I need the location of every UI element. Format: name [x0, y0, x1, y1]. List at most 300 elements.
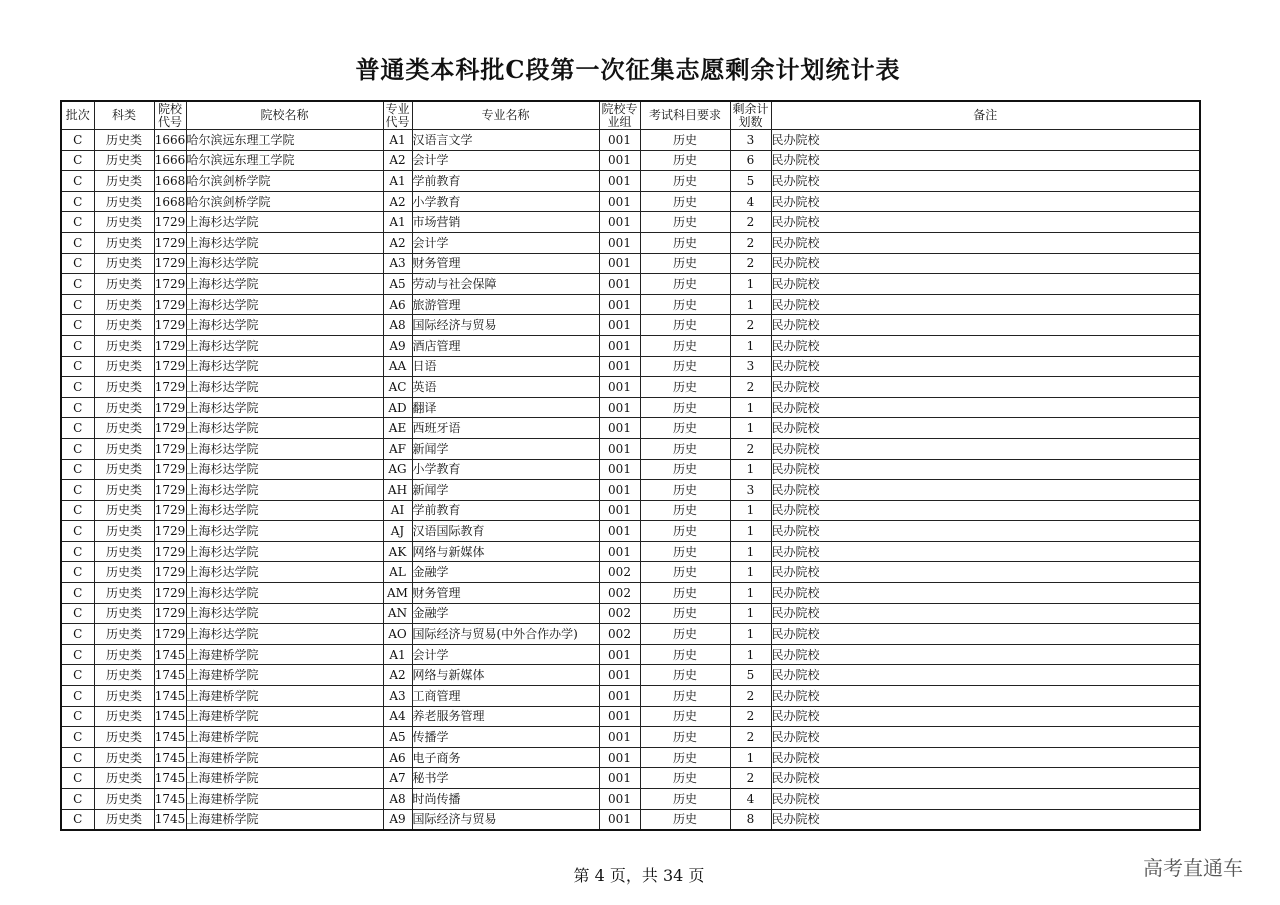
cell-school-code: 1729 [154, 541, 186, 562]
cell-remaining-plan: 1 [730, 747, 771, 768]
cell-subject-requirement: 历史 [640, 315, 730, 336]
cell-major-name: 养老服务管理 [412, 706, 599, 727]
cell-subject-requirement: 历史 [640, 130, 730, 151]
table-row [61, 809, 1200, 830]
cell-major-group: 001 [599, 397, 640, 418]
table-row [61, 150, 1200, 171]
cell-school-name: 上海杉达学院 [186, 438, 383, 459]
cell-school-code: 1745 [154, 809, 186, 830]
cell-major-name: 传播学 [412, 727, 599, 748]
table-row [61, 480, 1200, 501]
cell-remarks: 民办院校 [771, 315, 1200, 336]
cell-subject-requirement: 历史 [640, 232, 730, 253]
cell-school-code: 1729 [154, 480, 186, 501]
cell-category: 历史类 [94, 315, 154, 336]
cell-category: 历史类 [94, 335, 154, 356]
cell-major-group: 001 [599, 500, 640, 521]
cell-subject-requirement: 历史 [640, 356, 730, 377]
cell-subject-requirement: 历史 [640, 541, 730, 562]
cell-batch: C [61, 500, 94, 521]
cell-batch: C [61, 789, 94, 810]
cell-remaining-plan: 1 [730, 603, 771, 624]
cell-major-name: 市场营销 [412, 212, 599, 233]
cell-subject-requirement: 历史 [640, 686, 730, 707]
cell-major-group: 002 [599, 562, 640, 583]
table-row [61, 294, 1200, 315]
cell-school-name: 上海建桥学院 [186, 727, 383, 748]
col-header-school-code: 院校代号 [154, 101, 186, 130]
cell-remarks: 民办院校 [771, 747, 1200, 768]
cell-category: 历史类 [94, 583, 154, 604]
col-header-batch: 批次 [61, 101, 94, 130]
table-row [61, 706, 1200, 727]
cell-subject-requirement: 历史 [640, 809, 730, 830]
page-number: 第 4 页，共 34 页 [573, 866, 705, 885]
cell-batch: C [61, 418, 94, 439]
cell-major-name: 电子商务 [412, 747, 599, 768]
table-row [61, 562, 1200, 583]
table-row [61, 130, 1200, 151]
cell-major-group: 001 [599, 747, 640, 768]
cell-major-name: 秘书学 [412, 768, 599, 789]
cell-batch: C [61, 583, 94, 604]
cell-category: 历史类 [94, 686, 154, 707]
cell-school-name: 上海建桥学院 [186, 768, 383, 789]
cell-major-code: AF [383, 438, 412, 459]
cell-school-code: 1745 [154, 789, 186, 810]
cell-school-name: 上海杉达学院 [186, 274, 383, 295]
table-row [61, 191, 1200, 212]
cell-remaining-plan: 2 [730, 253, 771, 274]
cell-remaining-plan: 8 [730, 809, 771, 830]
cell-remarks: 民办院校 [771, 809, 1200, 830]
cell-batch: C [61, 171, 94, 192]
cell-major-name: 国际经济与贸易 [412, 315, 599, 336]
cell-major-code: A6 [383, 747, 412, 768]
cell-batch: C [61, 191, 94, 212]
cell-major-code: AJ [383, 521, 412, 542]
cell-category: 历史类 [94, 459, 154, 480]
cell-major-code: A2 [383, 665, 412, 686]
table-row [61, 253, 1200, 274]
cell-remaining-plan: 3 [730, 356, 771, 377]
cell-major-name: 财务管理 [412, 583, 599, 604]
cell-major-group: 001 [599, 253, 640, 274]
cell-school-name: 哈尔滨远东理工学院 [186, 130, 383, 151]
cell-school-code: 1729 [154, 335, 186, 356]
cell-major-code: AH [383, 480, 412, 501]
cell-major-group: 001 [599, 130, 640, 151]
cell-school-code: 1666 [154, 150, 186, 171]
remaining-plan-table [60, 100, 1201, 831]
cell-category: 历史类 [94, 232, 154, 253]
cell-major-group: 001 [599, 438, 640, 459]
cell-category: 历史类 [94, 521, 154, 542]
cell-major-code: A2 [383, 232, 412, 253]
cell-category: 历史类 [94, 809, 154, 830]
cell-school-name: 上海杉达学院 [186, 253, 383, 274]
cell-major-name: 金融学 [412, 562, 599, 583]
cell-batch: C [61, 253, 94, 274]
table-row [61, 624, 1200, 645]
cell-subject-requirement: 历史 [640, 171, 730, 192]
cell-batch: C [61, 130, 94, 151]
cell-remarks: 民办院校 [771, 789, 1200, 810]
cell-major-code: AG [383, 459, 412, 480]
cell-school-name: 上海杉达学院 [186, 562, 383, 583]
table-row [61, 789, 1200, 810]
cell-remaining-plan: 6 [730, 150, 771, 171]
table-row [61, 665, 1200, 686]
cell-major-code: A1 [383, 212, 412, 233]
cell-category: 历史类 [94, 212, 154, 233]
cell-school-name: 上海杉达学院 [186, 521, 383, 542]
cell-remarks: 民办院校 [771, 130, 1200, 151]
cell-school-code: 1729 [154, 459, 186, 480]
col-header-category: 科类 [94, 101, 154, 130]
cell-school-code: 1745 [154, 747, 186, 768]
cell-batch: C [61, 768, 94, 789]
cell-major-group: 001 [599, 706, 640, 727]
cell-remaining-plan: 1 [730, 541, 771, 562]
cell-major-group: 001 [599, 171, 640, 192]
cell-major-code: A7 [383, 768, 412, 789]
cell-school-name: 上海杉达学院 [186, 212, 383, 233]
table-body [61, 130, 1200, 831]
cell-remarks: 民办院校 [771, 459, 1200, 480]
cell-school-name: 上海杉达学院 [186, 459, 383, 480]
cell-batch: C [61, 397, 94, 418]
cell-school-code: 1745 [154, 644, 186, 665]
cell-school-name: 上海建桥学院 [186, 686, 383, 707]
cell-batch: C [61, 521, 94, 542]
cell-major-name: 金融学 [412, 603, 599, 624]
cell-remaining-plan: 1 [730, 562, 771, 583]
cell-major-name: 酒店管理 [412, 335, 599, 356]
cell-school-name: 上海杉达学院 [186, 335, 383, 356]
cell-school-name: 上海建桥学院 [186, 665, 383, 686]
cell-major-code: A2 [383, 150, 412, 171]
cell-school-code: 1745 [154, 768, 186, 789]
cell-major-code: AC [383, 377, 412, 398]
table-row [61, 397, 1200, 418]
cell-major-group: 001 [599, 768, 640, 789]
cell-school-name: 上海杉达学院 [186, 624, 383, 645]
cell-major-name: 小学教育 [412, 191, 599, 212]
cell-remarks: 民办院校 [771, 191, 1200, 212]
cell-category: 历史类 [94, 768, 154, 789]
cell-school-name: 上海杉达学院 [186, 583, 383, 604]
cell-school-name: 哈尔滨剑桥学院 [186, 191, 383, 212]
cell-school-code: 1729 [154, 274, 186, 295]
cell-major-code: A9 [383, 335, 412, 356]
cell-major-code: AA [383, 356, 412, 377]
cell-school-name: 上海杉达学院 [186, 397, 383, 418]
cell-category: 历史类 [94, 356, 154, 377]
table-row [61, 315, 1200, 336]
cell-school-name: 上海杉达学院 [186, 541, 383, 562]
cell-major-group: 001 [599, 150, 640, 171]
cell-major-code: AD [383, 397, 412, 418]
cell-major-name: 会计学 [412, 644, 599, 665]
cell-category: 历史类 [94, 624, 154, 645]
table-row [61, 541, 1200, 562]
cell-remarks: 民办院校 [771, 541, 1200, 562]
cell-remarks: 民办院校 [771, 500, 1200, 521]
table-row [61, 727, 1200, 748]
cell-subject-requirement: 历史 [640, 603, 730, 624]
cell-major-name: 西班牙语 [412, 418, 599, 439]
cell-remarks: 民办院校 [771, 377, 1200, 398]
table-row [61, 500, 1200, 521]
cell-school-name: 上海杉达学院 [186, 294, 383, 315]
cell-category: 历史类 [94, 747, 154, 768]
cell-major-name: 汉语言文学 [412, 130, 599, 151]
cell-major-name: 新闻学 [412, 438, 599, 459]
cell-major-code: AL [383, 562, 412, 583]
cell-school-code: 1729 [154, 294, 186, 315]
cell-school-code: 1729 [154, 356, 186, 377]
cell-remarks: 民办院校 [771, 727, 1200, 748]
cell-major-name: 会计学 [412, 150, 599, 171]
cell-subject-requirement: 历史 [640, 150, 730, 171]
cell-remaining-plan: 1 [730, 644, 771, 665]
cell-subject-requirement: 历史 [640, 274, 730, 295]
cell-remaining-plan: 2 [730, 315, 771, 336]
table-row [61, 521, 1200, 542]
cell-category: 历史类 [94, 274, 154, 295]
col-header-school-name: 院校名称 [186, 101, 383, 130]
cell-remaining-plan: 3 [730, 480, 771, 501]
cell-school-name: 上海杉达学院 [186, 480, 383, 501]
cell-remaining-plan: 2 [730, 232, 771, 253]
cell-batch: C [61, 624, 94, 645]
cell-major-name: 国际经济与贸易(中外合作办学) [412, 624, 599, 645]
cell-school-name: 上海建桥学院 [186, 809, 383, 830]
cell-batch: C [61, 232, 94, 253]
cell-batch: C [61, 356, 94, 377]
cell-subject-requirement: 历史 [640, 191, 730, 212]
cell-school-code: 1729 [154, 438, 186, 459]
cell-major-group: 001 [599, 377, 640, 398]
table-row [61, 583, 1200, 604]
cell-major-code: A2 [383, 191, 412, 212]
cell-school-code: 1729 [154, 253, 186, 274]
cell-subject-requirement: 历史 [640, 377, 730, 398]
cell-major-code: A9 [383, 809, 412, 830]
cell-category: 历史类 [94, 294, 154, 315]
cell-major-code: A8 [383, 789, 412, 810]
cell-major-name: 学前教育 [412, 171, 599, 192]
cell-remarks: 民办院校 [771, 397, 1200, 418]
cell-major-name: 劳动与社会保障 [412, 274, 599, 295]
cell-major-group: 001 [599, 644, 640, 665]
cell-batch: C [61, 541, 94, 562]
cell-major-code: A3 [383, 253, 412, 274]
cell-school-name: 哈尔滨剑桥学院 [186, 171, 383, 192]
cell-category: 历史类 [94, 500, 154, 521]
cell-remaining-plan: 1 [730, 521, 771, 542]
cell-major-code: A5 [383, 274, 412, 295]
cell-remarks: 民办院校 [771, 583, 1200, 604]
cell-major-group: 001 [599, 665, 640, 686]
cell-major-code: AO [383, 624, 412, 645]
cell-major-group: 001 [599, 335, 640, 356]
cell-remarks: 民办院校 [771, 768, 1200, 789]
cell-major-name: 日语 [412, 356, 599, 377]
cell-category: 历史类 [94, 397, 154, 418]
cell-major-name: 小学教育 [412, 459, 599, 480]
cell-major-name: 新闻学 [412, 480, 599, 501]
col-header-remaining-plan: 剩余计划数 [730, 101, 771, 130]
cell-remarks: 民办院校 [771, 624, 1200, 645]
cell-batch: C [61, 665, 94, 686]
cell-subject-requirement: 历史 [640, 500, 730, 521]
header-row [61, 101, 1200, 130]
cell-remaining-plan: 5 [730, 665, 771, 686]
cell-category: 历史类 [94, 665, 154, 686]
cell-subject-requirement: 历史 [640, 624, 730, 645]
cell-major-name: 旅游管理 [412, 294, 599, 315]
cell-school-code: 1745 [154, 665, 186, 686]
cell-subject-requirement: 历史 [640, 727, 730, 748]
cell-remaining-plan: 2 [730, 377, 771, 398]
cell-school-code: 1729 [154, 562, 186, 583]
cell-batch: C [61, 150, 94, 171]
cell-subject-requirement: 历史 [640, 294, 730, 315]
table-row [61, 768, 1200, 789]
table-row [61, 377, 1200, 398]
watermark: 高考直通车 [1143, 856, 1243, 880]
cell-remarks: 民办院校 [771, 686, 1200, 707]
cell-batch: C [61, 644, 94, 665]
cell-school-name: 哈尔滨远东理工学院 [186, 150, 383, 171]
cell-subject-requirement: 历史 [640, 789, 730, 810]
cell-subject-requirement: 历史 [640, 397, 730, 418]
cell-remaining-plan: 1 [730, 274, 771, 295]
cell-school-name: 上海杉达学院 [186, 500, 383, 521]
page-title: 普通类本科批C段第一次征集志愿剩余计划统计表 [355, 55, 901, 84]
cell-subject-requirement: 历史 [640, 480, 730, 501]
col-header-major-code: 专业代号 [383, 101, 412, 130]
cell-school-name: 上海建桥学院 [186, 789, 383, 810]
cell-remaining-plan: 1 [730, 397, 771, 418]
cell-major-name: 翻译 [412, 397, 599, 418]
cell-major-code: A1 [383, 130, 412, 151]
cell-subject-requirement: 历史 [640, 562, 730, 583]
cell-major-name: 工商管理 [412, 686, 599, 707]
table-row [61, 335, 1200, 356]
cell-school-code: 1729 [154, 418, 186, 439]
cell-batch: C [61, 686, 94, 707]
cell-category: 历史类 [94, 150, 154, 171]
cell-remarks: 民办院校 [771, 665, 1200, 686]
cell-remaining-plan: 1 [730, 418, 771, 439]
cell-category: 历史类 [94, 130, 154, 151]
table-row [61, 356, 1200, 377]
cell-remarks: 民办院校 [771, 294, 1200, 315]
cell-batch: C [61, 809, 94, 830]
cell-remarks: 民办院校 [771, 521, 1200, 542]
cell-remaining-plan: 2 [730, 212, 771, 233]
cell-school-code: 1729 [154, 212, 186, 233]
cell-category: 历史类 [94, 171, 154, 192]
cell-batch: C [61, 459, 94, 480]
cell-school-code: 1668 [154, 191, 186, 212]
cell-school-code: 1729 [154, 521, 186, 542]
table-row [61, 232, 1200, 253]
cell-school-code: 1729 [154, 624, 186, 645]
cell-category: 历史类 [94, 191, 154, 212]
cell-batch: C [61, 212, 94, 233]
cell-batch: C [61, 747, 94, 768]
cell-category: 历史类 [94, 480, 154, 501]
cell-school-name: 上海杉达学院 [186, 377, 383, 398]
cell-category: 历史类 [94, 727, 154, 748]
cell-subject-requirement: 历史 [640, 665, 730, 686]
cell-school-code: 1745 [154, 727, 186, 748]
cell-remarks: 民办院校 [771, 603, 1200, 624]
cell-remarks: 民办院校 [771, 253, 1200, 274]
cell-school-name: 上海杉达学院 [186, 418, 383, 439]
cell-school-code: 1745 [154, 686, 186, 707]
cell-batch: C [61, 706, 94, 727]
cell-major-group: 001 [599, 232, 640, 253]
cell-school-code: 1729 [154, 232, 186, 253]
cell-remaining-plan: 5 [730, 171, 771, 192]
cell-major-group: 001 [599, 789, 640, 810]
cell-category: 历史类 [94, 438, 154, 459]
cell-major-code: AM [383, 583, 412, 604]
cell-remarks: 民办院校 [771, 356, 1200, 377]
cell-remarks: 民办院校 [771, 706, 1200, 727]
cell-remaining-plan: 2 [730, 686, 771, 707]
cell-remaining-plan: 3 [730, 130, 771, 151]
cell-school-code: 1745 [154, 706, 186, 727]
cell-remarks: 民办院校 [771, 232, 1200, 253]
cell-batch: C [61, 315, 94, 336]
cell-batch: C [61, 377, 94, 398]
cell-remarks: 民办院校 [771, 644, 1200, 665]
cell-remarks: 民办院校 [771, 335, 1200, 356]
cell-batch: C [61, 438, 94, 459]
table-row [61, 747, 1200, 768]
cell-batch: C [61, 562, 94, 583]
cell-remarks: 民办院校 [771, 562, 1200, 583]
cell-subject-requirement: 历史 [640, 459, 730, 480]
cell-school-name: 上海建桥学院 [186, 747, 383, 768]
cell-major-group: 001 [599, 480, 640, 501]
cell-major-code: A6 [383, 294, 412, 315]
cell-batch: C [61, 603, 94, 624]
cell-batch: C [61, 294, 94, 315]
cell-school-code: 1729 [154, 583, 186, 604]
cell-category: 历史类 [94, 706, 154, 727]
cell-remaining-plan: 2 [730, 768, 771, 789]
cell-subject-requirement: 历史 [640, 418, 730, 439]
cell-category: 历史类 [94, 789, 154, 810]
table-row [61, 603, 1200, 624]
cell-remaining-plan: 1 [730, 294, 771, 315]
cell-category: 历史类 [94, 541, 154, 562]
cell-remaining-plan: 1 [730, 335, 771, 356]
cell-remaining-plan: 1 [730, 624, 771, 645]
cell-school-code: 1729 [154, 377, 186, 398]
cell-major-code: AI [383, 500, 412, 521]
cell-major-code: AK [383, 541, 412, 562]
cell-major-name: 英语 [412, 377, 599, 398]
cell-major-name: 国际经济与贸易 [412, 809, 599, 830]
